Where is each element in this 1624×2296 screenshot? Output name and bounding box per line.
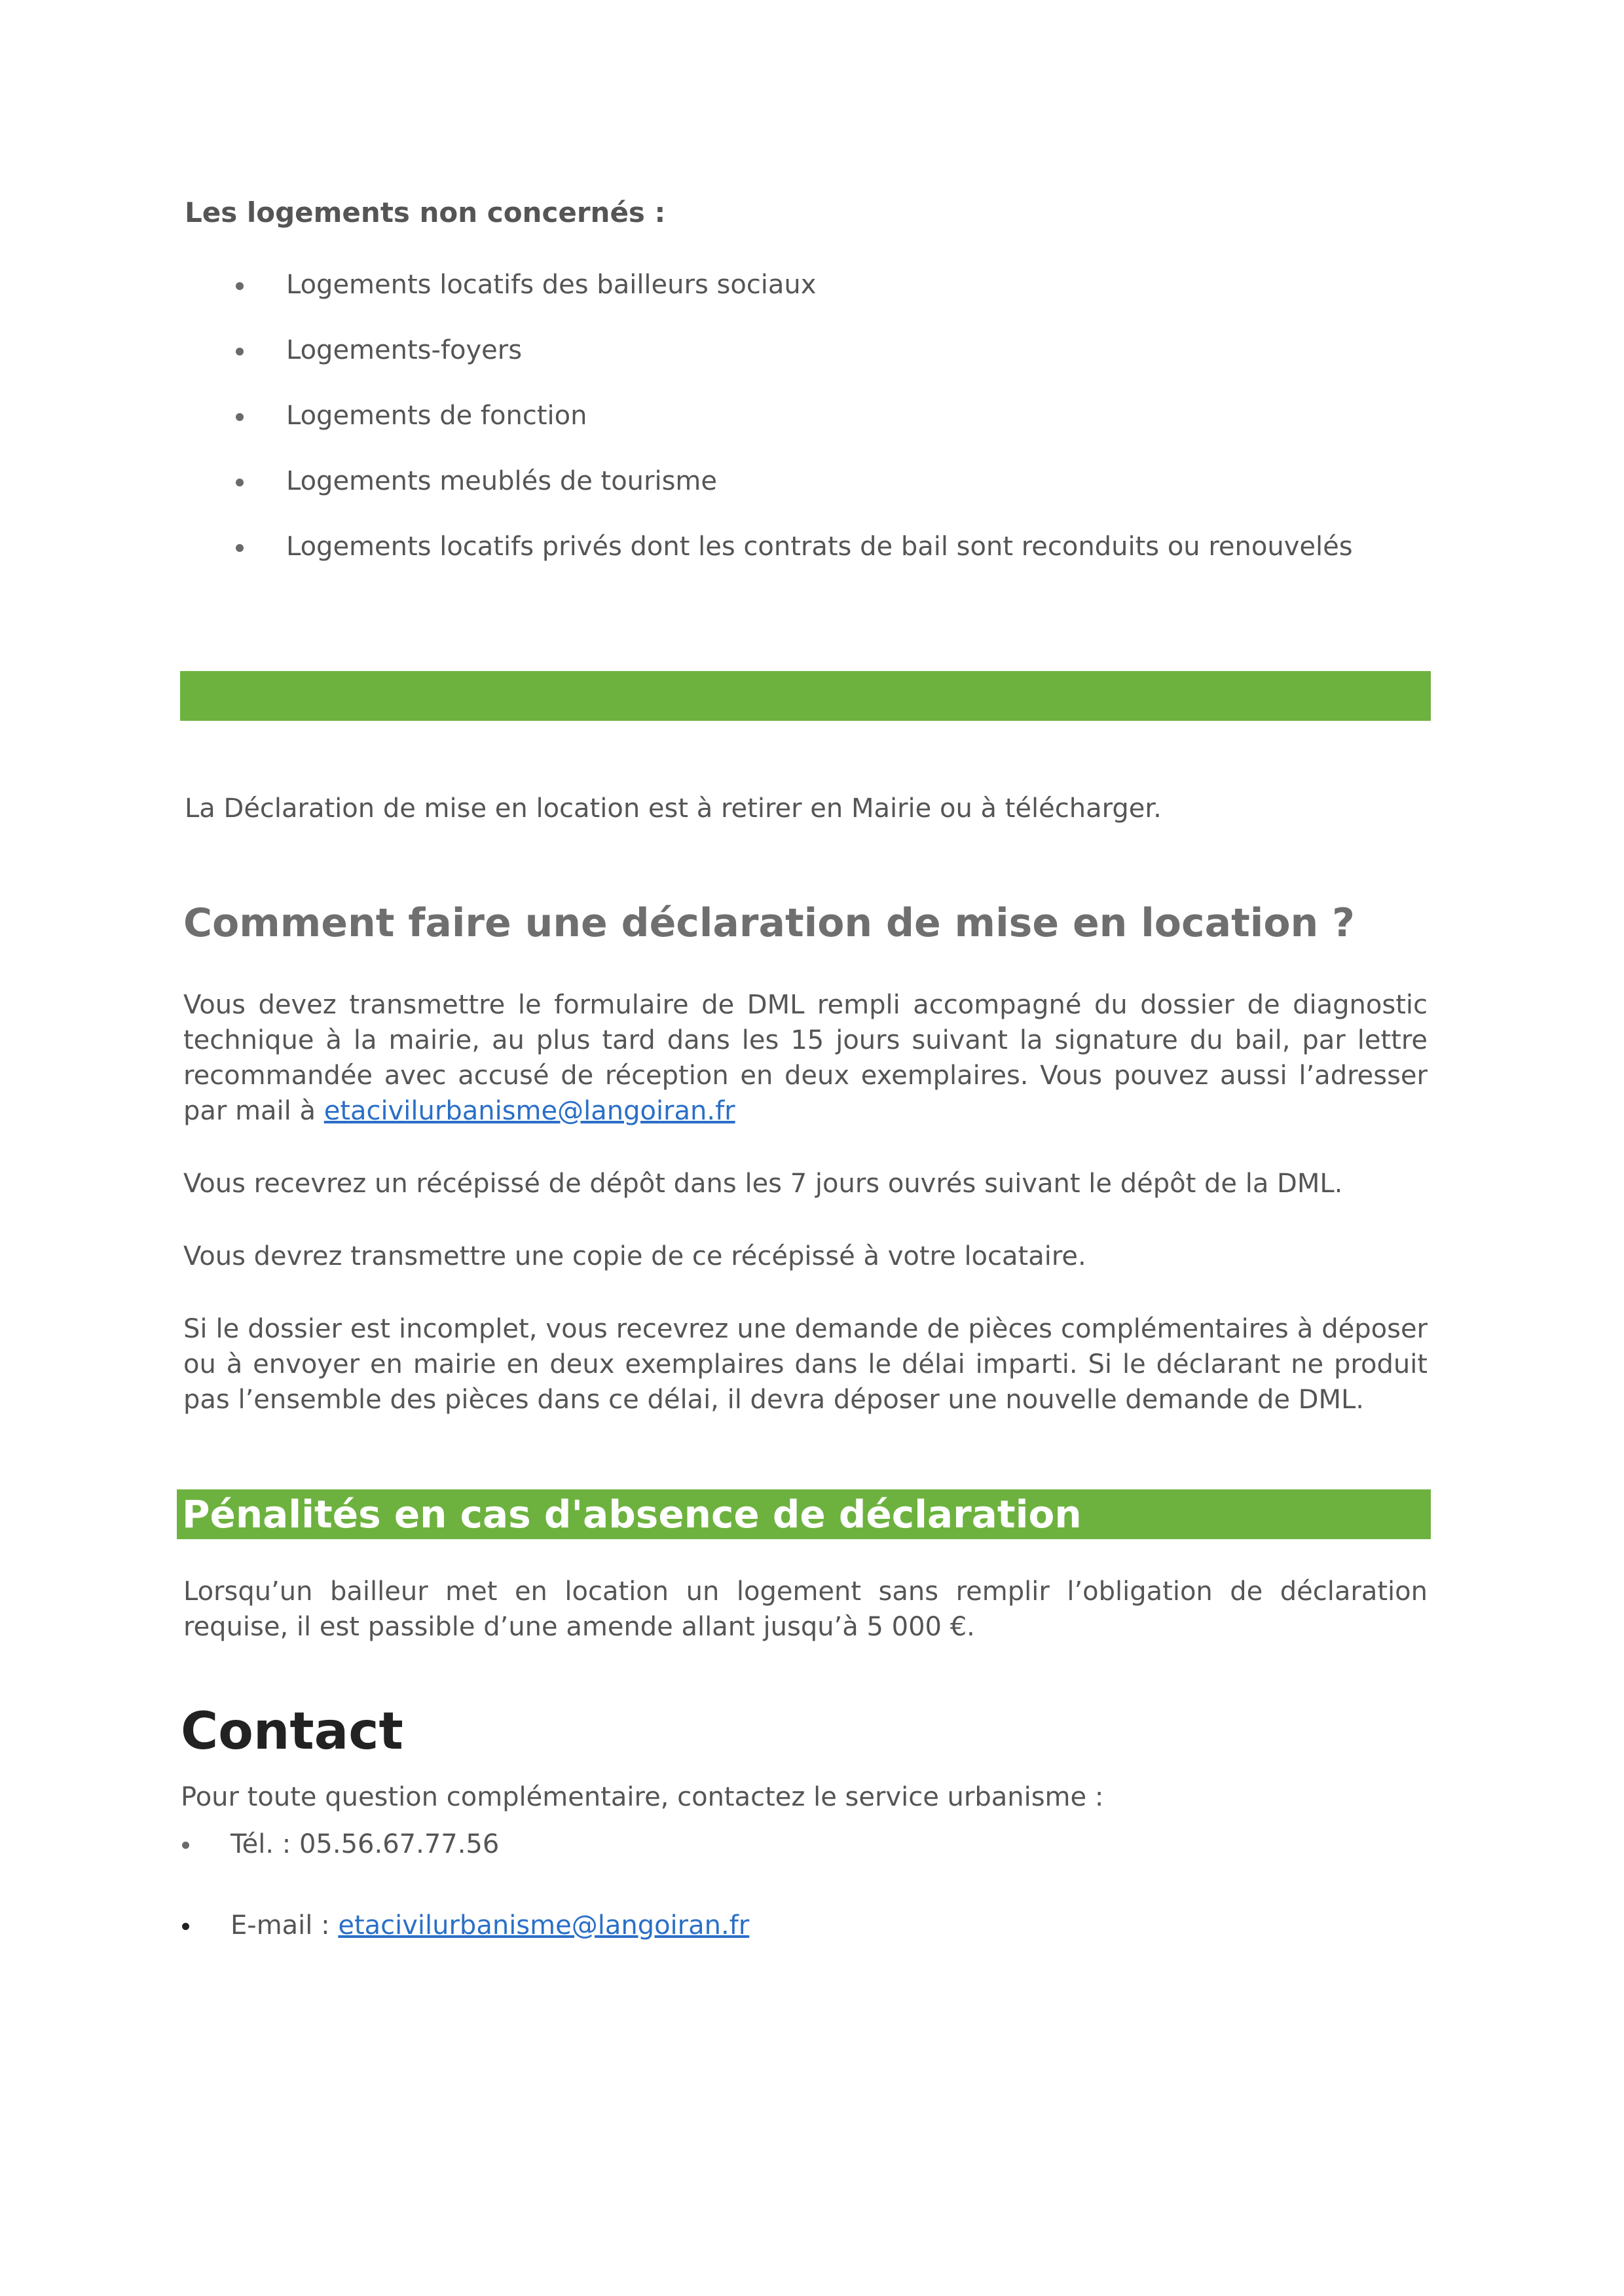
green-divider-bar: [180, 671, 1431, 721]
bullet-icon: [236, 348, 244, 355]
contact-email-link[interactable]: etacivilurbanisme@langoiran.fr: [338, 1910, 750, 1941]
contact-list: [181, 1827, 1425, 1943]
contact-intro: Pour toute question complémentaire, contactez le service urbanisme :: [181, 1782, 1104, 1812]
bullet-icon: [236, 544, 244, 552]
penalties-banner: [177, 1489, 1431, 1539]
email-link[interactable]: etacivilurbanisme@langoiran.fr: [323, 1096, 735, 1126]
contact-phone: Tél. : 05.56.67.77.56: [181, 1827, 1425, 1862]
bullet-icon: [236, 282, 244, 290]
how-to-heading: Comment faire une déclaration de mise en location ?: [183, 900, 1355, 946]
list-item: Logements meublés de tourisme: [185, 464, 1429, 499]
how-to-paragraph-2: Vous recevrez un récépissé de dépôt dans les 7 jours ouvrés suivant le dépôt de la DML.: [183, 1169, 1343, 1199]
penalties-text: Lorsqu’un bailleur met en location un logement sans remplir l’obligation de déclaration requise, il est passible d’une amende allant jusqu’à 5 000 €.: [183, 1576, 1428, 1642]
bullet-icon: [236, 479, 244, 486]
how-to-paragraph-1: Vous devez transmettre le formulaire de DML rempli accompagné du dossier de diagnostic technique à la mairie, au plus tard dans les 15 jours suivant la signature du bail, par lettre recommandée avec accusé de réception en deux exemplaires. Vous pouvez aussi l’adresser par mail à etacivilurbanisme@langoiran.fr: [183, 990, 1428, 1126]
how-to-paragraph-3: Vous devrez transmettre une copie de ce récépissé à votre locataire.: [183, 1241, 1086, 1271]
contact-email: E-mail : etacivilurbanisme@langoiran.fr: [181, 1908, 1425, 1943]
list-item: Logements locatifs privés dont les contrats de bail sont reconduits ou renouvelés: [185, 529, 1429, 564]
bullet-icon: [236, 413, 244, 421]
contact-heading: Contact: [181, 1702, 403, 1761]
not-concerned-heading: Les logements non concernés :: [185, 196, 666, 228]
bullet-icon: [182, 1923, 189, 1930]
not-concerned-list: [185, 267, 1429, 564]
retrieval-text: La Déclaration de mise en location est à retirer en Mairie ou à télécharger.: [185, 793, 1162, 824]
list-item: Logements-foyers: [185, 333, 1429, 368]
how-to-paragraph-4: Si le dossier est incomplet, vous recevrez une demande de pièces complémentaires à déposer ou à envoyer en mairie en deux exemplaires dans le délai imparti. Si le déclarant ne produit pas l’ensemble des pièces dans ce délai, il devra déposer une nouvelle demande de DML.: [183, 1314, 1428, 1415]
list-item: Logements locatifs des bailleurs sociaux: [185, 267, 1429, 302]
penalties-heading: Pénalités en cas d'absence de déclaration: [182, 1492, 1082, 1537]
bullet-icon: [182, 1842, 189, 1849]
list-item: Logements de fonction: [185, 398, 1429, 433]
